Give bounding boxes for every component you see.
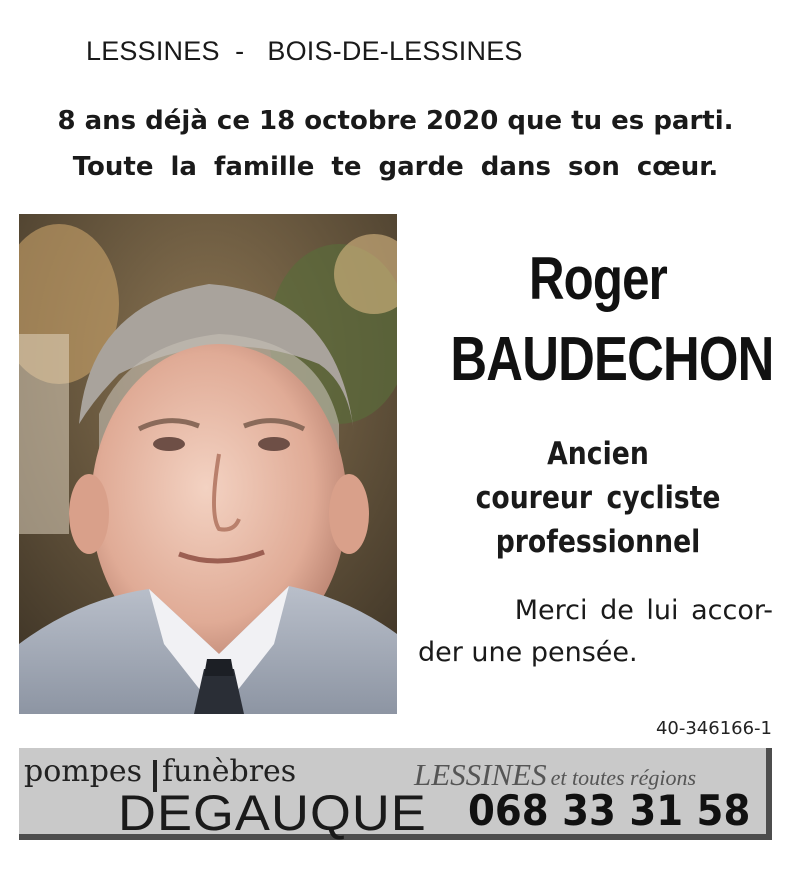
first-name: Roger [528, 245, 668, 312]
thanks-line-1: Merci de lui accor- [514, 595, 773, 626]
anniversary-line: 8 ans déjà ce 18 octobre 2020 que tu es parti. [57, 106, 734, 136]
funeral-word-funebres: funèbres [162, 754, 297, 789]
thanks-line-2: der une pensée. [418, 637, 638, 668]
portrait-photo [19, 214, 397, 714]
funeral-word-pompes: pompes [24, 754, 143, 789]
last-name: BAUDECHON [450, 325, 774, 394]
family-line: Toute la famille te garde dans son cœur. [72, 152, 719, 182]
role-line-3: professionnel [495, 524, 701, 560]
funeral-home-city: LESSINES [414, 757, 547, 792]
role-line-2: coureur cycliste [475, 480, 721, 516]
funeral-home-phone: 068 33 31 58 [468, 786, 751, 835]
thanks-message [418, 590, 773, 674]
reference-number: 40-346166-1 [655, 718, 772, 739]
funeral-home-regions: et toutes régions [550, 765, 697, 790]
role-line-1: Ancien [547, 436, 649, 472]
funeral-home-name: DEGAUQUE [118, 785, 427, 841]
locality-line: LESSINES - BOIS-DE-LESSINES [86, 36, 523, 66]
